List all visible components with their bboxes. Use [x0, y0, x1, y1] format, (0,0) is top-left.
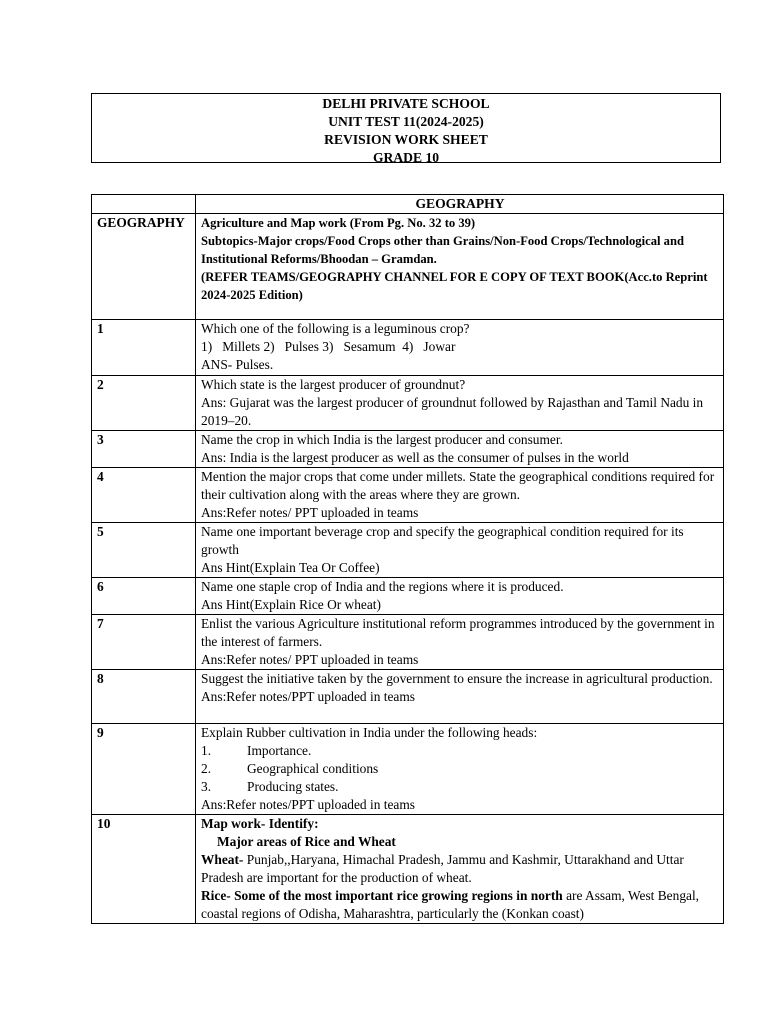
intro-row: [92, 214, 724, 320]
map-work-content: [196, 815, 724, 924]
school-name: DELHI PRIVATE SCHOOL: [322, 96, 490, 111]
list-item: 2. Geographical conditions: [201, 761, 379, 776]
answer-text: ANS- Pulses.: [201, 357, 274, 372]
question-content: [196, 320, 724, 376]
question-content: [196, 670, 724, 724]
question-row: [92, 320, 724, 376]
question-number: 10: [92, 815, 196, 924]
subject-header: GEOGRAPHY: [196, 195, 724, 214]
intro-label: GEOGRAPHY: [92, 214, 196, 320]
subject-header-row: [92, 195, 724, 214]
question-number: 6: [92, 578, 196, 615]
question-content: [196, 523, 724, 578]
question-content: [196, 376, 724, 431]
question-number: 2: [92, 376, 196, 431]
question-row: [92, 523, 724, 578]
question-options: 1) Millets 2) Pulses 3) Sesamum 4) Jowar: [201, 339, 456, 354]
map-work-subtitle: Major areas of Rice and Wheat: [217, 834, 396, 849]
question-row: [92, 670, 724, 724]
answer-text: Ans: Gujarat was the largest producer of groundnut followed by Rajasthan and Tamil Nadu in 2019–20.: [201, 395, 704, 428]
intro-reference: (REFER TEAMS/GEOGRAPHY CHANNEL FOR E COPY OF TEXT BOOK(Acc.to Reprint 2024-2025 Edition): [201, 270, 708, 302]
question-row: [92, 468, 724, 523]
answer-text: Ans:Refer notes/PPT uploaded in teams: [201, 797, 415, 812]
question-number: 9: [92, 724, 196, 815]
wheat-paragraph: [201, 851, 719, 887]
answer-text: Ans:Refer notes/ PPT uploaded in teams: [201, 652, 419, 667]
rice-paragraph: [201, 887, 719, 923]
question-content: [196, 615, 724, 670]
question-number: 8: [92, 670, 196, 724]
question-content: [196, 431, 724, 468]
sheet-title: REVISION WORK SHEET: [324, 132, 488, 147]
intro-content: [196, 214, 724, 320]
question-number: 7: [92, 615, 196, 670]
question-text: Name one important beverage crop and specify the geographical condition required for its growth: [201, 524, 684, 557]
map-work-title: Map work- Identify:: [201, 816, 319, 831]
test-name: UNIT TEST 11(2024-2025): [328, 114, 484, 129]
question-row: [92, 724, 724, 815]
list-item: 1. Importance.: [201, 743, 312, 758]
subject-header-empty-cell: [92, 195, 196, 214]
question-text: Name the crop in which India is the largest producer and consumer.: [201, 432, 563, 447]
question-number: 1: [92, 320, 196, 376]
worksheet-header: [91, 93, 721, 163]
question-text: Which one of the following is a leguminous crop?: [201, 321, 470, 336]
intro-subtopics: Subtopics-Major crops/Food Crops other than Grains/Non-Food Crops/Technological and Institutional Reforms/Bhoodan – Gramdan.: [201, 234, 684, 266]
answer-text: Ans: India is the largest producer as well as the consumer of pulses in the world: [201, 450, 629, 465]
question-content: [196, 578, 724, 615]
answer-text: Ans:Refer notes/ PPT uploaded in teams: [201, 505, 419, 520]
intro-topic: Agriculture and Map work (From Pg. No. 32 to 39): [201, 216, 476, 230]
question-row: [92, 615, 724, 670]
question-text: Mention the major crops that come under millets. State the geographical conditions required for their cultivation along with the areas where they are grown.: [201, 469, 715, 502]
list-item: 3. Producing states.: [201, 779, 339, 794]
question-content: [196, 468, 724, 523]
grade-label: GRADE 10: [372, 150, 440, 165]
question-row: [92, 431, 724, 468]
answer-text: Ans:Refer notes/PPT uploaded in teams: [201, 689, 415, 704]
questions-table: [91, 194, 724, 924]
question-number: 4: [92, 468, 196, 523]
question-row: [92, 578, 724, 615]
answer-text: Ans Hint(Explain Rice Or wheat): [201, 597, 381, 612]
question-number: 5: [92, 523, 196, 578]
wheat-label: Wheat-: [201, 852, 244, 867]
map-work-row: [92, 815, 724, 924]
question-text: Name one staple crop of India and the regions where it is produced.: [201, 579, 564, 594]
question-text: Enlist the various Agriculture institutional reform programmes introduced by the government in the interest of farmers.: [201, 616, 715, 649]
question-row: [92, 376, 724, 431]
question-content: [196, 724, 724, 815]
answer-text: Ans Hint(Explain Tea Or Coffee): [201, 560, 380, 575]
question-text: Suggest the initiative taken by the government to ensure the increase in agricultural production.: [201, 671, 713, 686]
rice-label: Rice- Some of the most important rice growing regions in north: [201, 888, 563, 903]
question-number: 3: [92, 431, 196, 468]
wheat-text: Punjab,,Haryana, Himachal Pradesh, Jammu and Kashmir, Uttarakhand and Uttar Pradesh are important for the production of wheat.: [201, 852, 684, 885]
question-text: Explain Rubber cultivation in India under the following heads:: [201, 725, 538, 740]
question-text: Which state is the largest producer of groundnut?: [201, 377, 466, 392]
rice-text: are Assam, West Bengal, coastal regions of Odisha, Maharashtra, particularly the (Konkan coast): [201, 888, 700, 921]
